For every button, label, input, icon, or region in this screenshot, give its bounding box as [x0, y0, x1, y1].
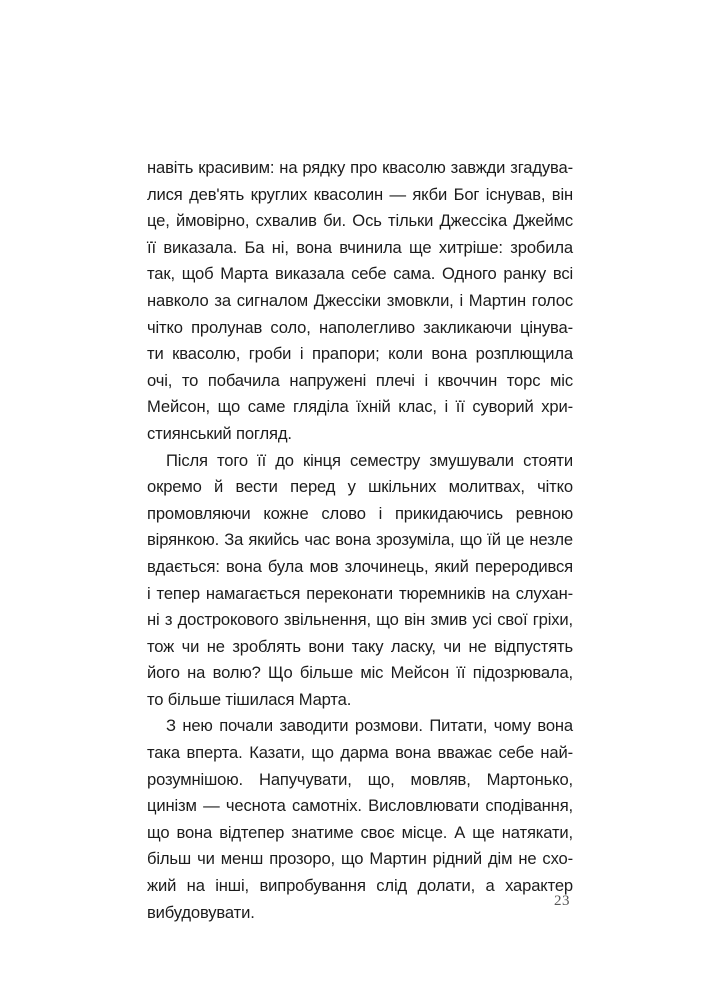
paragraph-2 — [147, 448, 573, 714]
text-line: цинізм — чеснота самотніх. Висловлювати сподівання, — [147, 796, 573, 816]
text-line: жий на інші, випробування слід долати, а характер — [147, 876, 573, 896]
text-line: ти квасолю, гроби і прапори; коли вона розплющила — [147, 344, 573, 364]
text-line: очі, то побачила напружені плечі і квоччин торс міс — [147, 370, 573, 390]
text-line: і тепер намагається переконати тюремників на слухан- — [147, 583, 573, 603]
text-line: це, ймовірно, схвалив би. Ось тільки Джессіка Джеймс — [147, 211, 573, 231]
text-line: лися дев'ять круглих квасолин — якби Бог існував, він — [147, 184, 573, 204]
text-line: ні з дострокового звільнення, що він змив усі свої гріхи, — [147, 610, 573, 630]
text-line: вірянкою. За якийсь час вона зрозуміла, що їй це незле — [147, 530, 573, 550]
text-line: розумнішою. Напучувати, що, мовляв, Мартонько, — [147, 769, 573, 789]
text-line: її виказала. Ба ні, вона вчинила ще хитріше: зробила — [147, 237, 573, 257]
text-line: промовляючи кожне слово і прикидаючись ревною — [147, 503, 573, 523]
text-line: навколо за сигналом Джессіки змовкли, і Мартин голос — [147, 290, 573, 310]
text-line: чітко пролунав соло, наполегливо закликаючи цінува- — [147, 317, 573, 337]
page-number: 23 — [554, 893, 570, 909]
text-line: Мейсон, що саме глядiла їхній клас, і її суворий хри- — [147, 397, 573, 417]
text-line: вдається: вона була мов злочинець, який переродився — [147, 556, 573, 576]
text-line: окремо й вести перед у шкільних молитвах, чітко — [147, 477, 573, 497]
text-line: З нею почали заводити розмови. Питати, чому вона — [166, 716, 573, 736]
text-line: більш чи менш прозоро, що Мартин рідний дім не схо- — [147, 849, 573, 869]
text-line: то більше тішилася Марта. — [147, 689, 352, 709]
text-line: навіть красивим: на рядку про квасолю завжди згадува- — [147, 158, 573, 177]
text-line: така вперта. Казати, що дарма вона вважає себе най- — [147, 743, 573, 763]
text-line: вибудовувати. — [147, 902, 255, 922]
text-line: його на волю? Що більше міс Мейсон її підозрювала, — [147, 663, 573, 683]
text-line: так, щоб Марта виказала себе сама. Одного ранку всі — [147, 264, 573, 284]
paragraph-3 — [147, 713, 573, 926]
text-line: Після того її до кінця семестру змушували стояти — [166, 450, 573, 470]
body-text — [147, 155, 573, 926]
text-line: тож чи не зроблять вони таку ласку, чи не відпустять — [147, 636, 573, 656]
paragraph-1 — [147, 155, 573, 448]
text-line: що вона відтепер знатиме своє місце. А ще натякати, — [147, 822, 573, 842]
text-line: стиянський погляд. — [147, 423, 292, 443]
